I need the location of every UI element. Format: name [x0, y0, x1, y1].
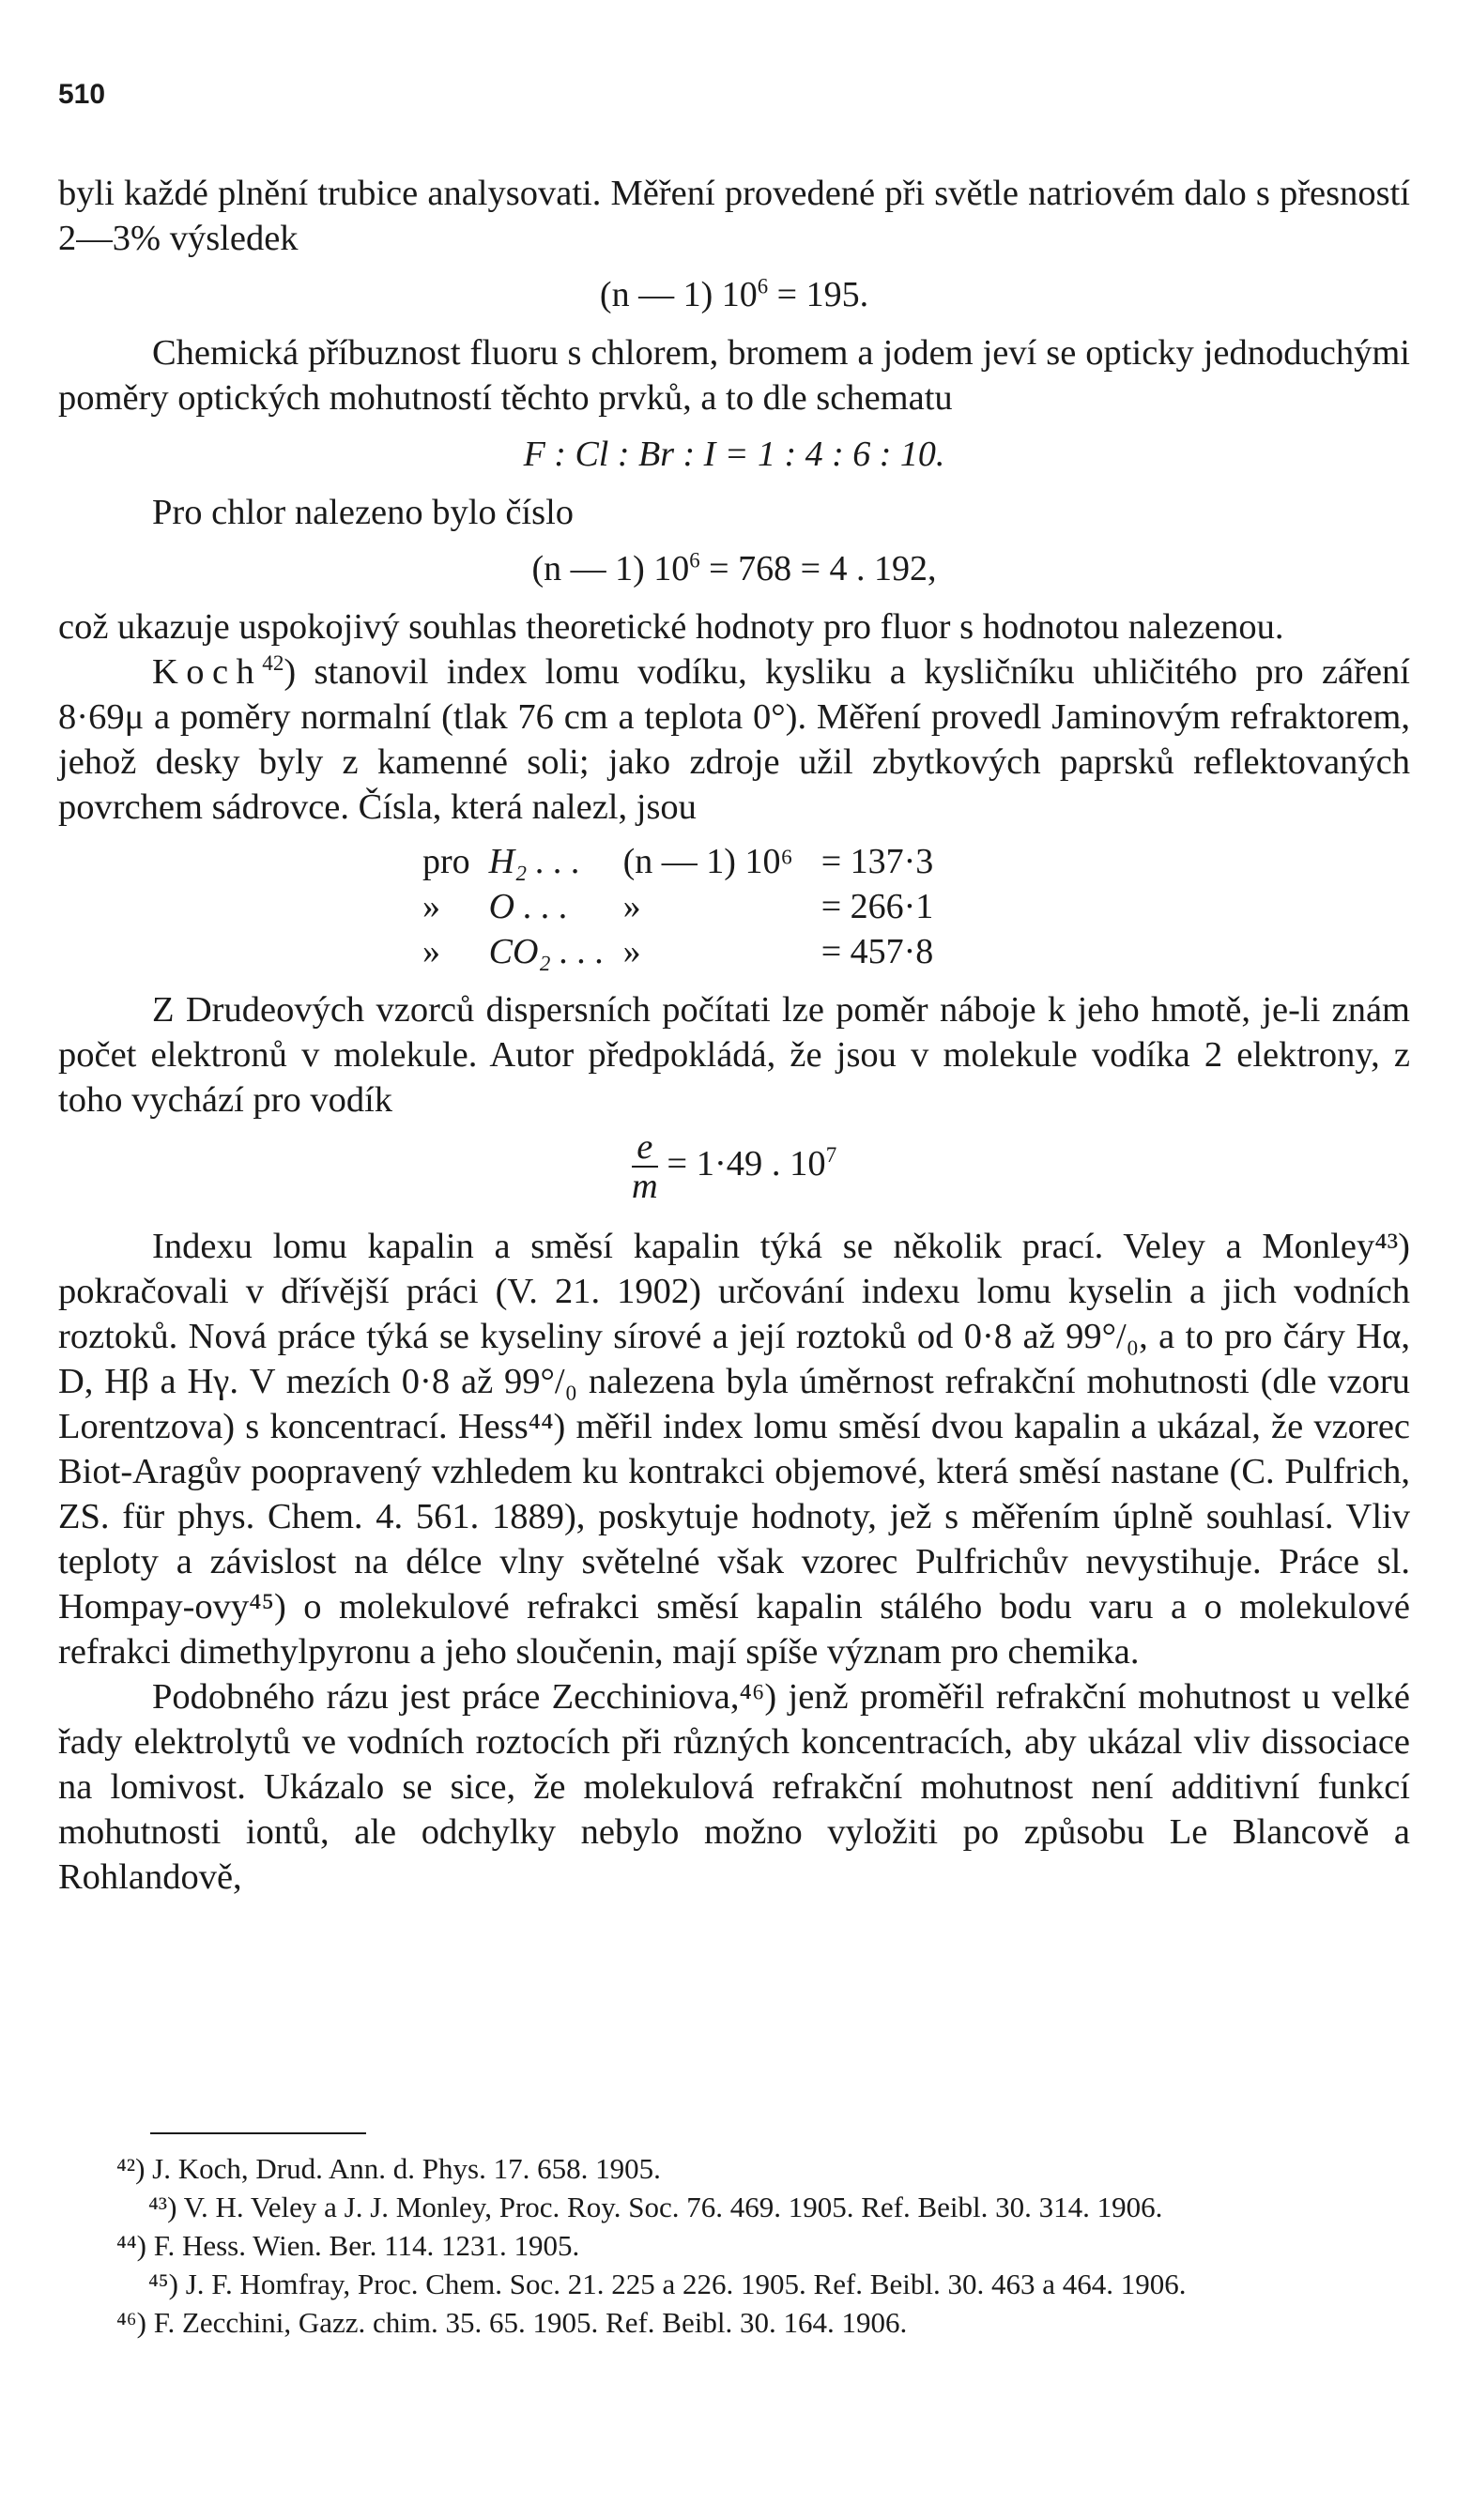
page-number: 510 [58, 79, 106, 110]
footnote-43: ⁴³) V. H. Veley a J. J. Monley, Proc. Roy. Soc. 76. 469. 1905. Ref. Beibl. 30. 314. 1906. [148, 2191, 1163, 2223]
values-row [413, 929, 943, 974]
formula-chlorine-rhs: = 768 = 4 . 192, [699, 549, 937, 588]
values-expr: » [622, 887, 641, 926]
formula-chlorine [58, 546, 1410, 591]
values-key: O . . . [488, 887, 569, 926]
formula-sodium [58, 272, 1410, 317]
values-key: CO₂ . . . [488, 932, 605, 971]
formula-ratio: F : Cl : Br : I = 1 : 4 : 6 : 10. [523, 435, 945, 474]
values-value: = 457·8 [821, 932, 934, 971]
values-prefix: » [422, 932, 440, 971]
footnote-44: ⁴⁴) F. Hess. Wien. Ber. 114. 1231. 1905. [116, 2229, 580, 2262]
footnote-rule [150, 2132, 366, 2134]
paragraph-3: Pro chlor nalezeno bylo číslo [152, 493, 575, 532]
formula-charge-mass-exp: 7 [825, 1142, 837, 1167]
paragraph-5-text: ) stanovil index lomu vodíku, kysliku a kysličníku uhličitého pro záření 8·69μ a poměry normalní (tlak 76 cm a teplota 0°). Měření provedl Jaminovým refraktorem, jehož desky byly z kamenné soli; jako zdroje užil zbytkových paprsků reflektovaných povrchem sádrovce. Čísla, která nalezl, jsou [58, 652, 1410, 827]
formula-sodium-lhs: (n — 1) 10 [599, 275, 758, 314]
paragraph-1: byli každé plnění trubice analysovati. Měření provedené při světle natriovém dalo s přesností 2—3% výsledek [58, 174, 1410, 258]
fraction-numerator: e [636, 1127, 653, 1167]
paragraph-4: což ukazuje uspokojivý souhlas theoretické hodnoty pro fluor s hodnotou nalezenou. [58, 607, 1284, 647]
footnote-ref-42: 42 [262, 650, 284, 676]
values-value: = 266·1 [821, 887, 934, 926]
formula-chlorine-lhs: (n — 1) 10 [531, 549, 690, 588]
fraction-denominator: m [631, 1167, 658, 1206]
footnote-45: ⁴⁵) J. F. Homfray, Proc. Chem. Soc. 21. 225 a 226. 1905. Ref. Beibl. 30. 463 a 464. 1906. [148, 2268, 1187, 2300]
values-key: H₂ . . . [488, 842, 581, 881]
formula-sodium-rhs: = 195. [768, 275, 869, 314]
values-expr: » [622, 932, 641, 971]
values-value: = 137·3 [821, 842, 934, 881]
formula-charge-mass [58, 1128, 1410, 1205]
values-prefix: pro [422, 842, 470, 881]
values-row [413, 839, 943, 884]
formula-chlorine-exp: 6 [689, 548, 700, 573]
paragraph-6: Z Drudeových vzorců dispersních počítati lze poměr náboje k jeho hmotě, je-li znám počet elektronů v molekule. Autor předpokládá, že jsou v molekule vodíka 2 elektrony, z toho vychází pro vodík [58, 990, 1410, 1120]
values-prefix: » [422, 887, 440, 926]
refraction-values-table [413, 839, 943, 974]
footnote-46: ⁴⁶) F. Zecchini, Gazz. chim. 35. 65. 1905. Ref. Beibl. 30. 164. 1906. [116, 2306, 908, 2339]
paragraph-5 [58, 649, 1410, 830]
values-row [413, 884, 943, 929]
body-text [58, 171, 1410, 1900]
formula-sodium-exp: 6 [757, 274, 769, 298]
values-expr: (n — 1) 10⁶ [622, 842, 793, 881]
paragraph-2: Chemická příbuznost fluoru s chlorem, bromem a jodem jeví se opticky jednoduchými poměry optických mohutností těchto prvků, a to dle schematu [58, 333, 1410, 418]
author-koch: Koch [152, 652, 263, 692]
footnote-42: ⁴²) J. Koch, Drud. Ann. d. Phys. 17. 658. 1905. [116, 2152, 661, 2185]
paragraph-7: Indexu lomu kapalin a směsí kapalin týká se několik prací. Veley a Monley⁴³) pokračovali v dřívější práci (V. 21. 1902) určování indexu lomu kyselin a jich vodních roztoků. Nová práce týká se kyseliny sírové a její roztoků od 0·8 až 99°/₀, a to pro čáry Hα, D, Hβ a Hγ. V mezích 0·8 až 99°/₀ nalezena byla úměrnost refrakční mohutnosti (dle vzoru Lorentzova) s koncentrací. Hess⁴⁴) měřil index lomu směsí dvou kapalin a ukázal, že vzorec Biot-Aragův poopravený vzhledem ku kontrakci objemové, která směsí nastane (C. Pulfrich, ZS. für phys. Chem. 4. 561. 1889), poskytuje hodnoty, jež s měřením úplně souhlasí. Vliv teploty a závislost na délce vlny světelné však vzorec Pulfrichův nevystihuje. Práce sl. Hompay-ovy⁴⁵) o molekulové refrakci směsí kapalin stálého bodu varu a o molekulové refrakci dimethylpyronu a jeho sloučenin, mají spíše význam pro chemika. [58, 1227, 1410, 1672]
footnotes [58, 2149, 1410, 2342]
fraction-e-over-m [632, 1128, 658, 1205]
formula-charge-mass-rhs: = 1·49 . 10 [657, 1143, 826, 1184]
paragraph-8: Podobného rázu jest práce Zecchiniova,⁴⁶) jenž proměřil refrakční mohutnost u velké řady elektrolytů ve vodních roztocích při různých koncentracích, aby ukázal vliv dissociace na lomivost. Ukázalo se sice, že molekulová refrakční mohutnost není additivní funkcí mohutnosti iontů, ale odchylky nebylo možno vyložiti po způsobu Le Blancově a Rohlandově, [58, 1677, 1410, 1897]
